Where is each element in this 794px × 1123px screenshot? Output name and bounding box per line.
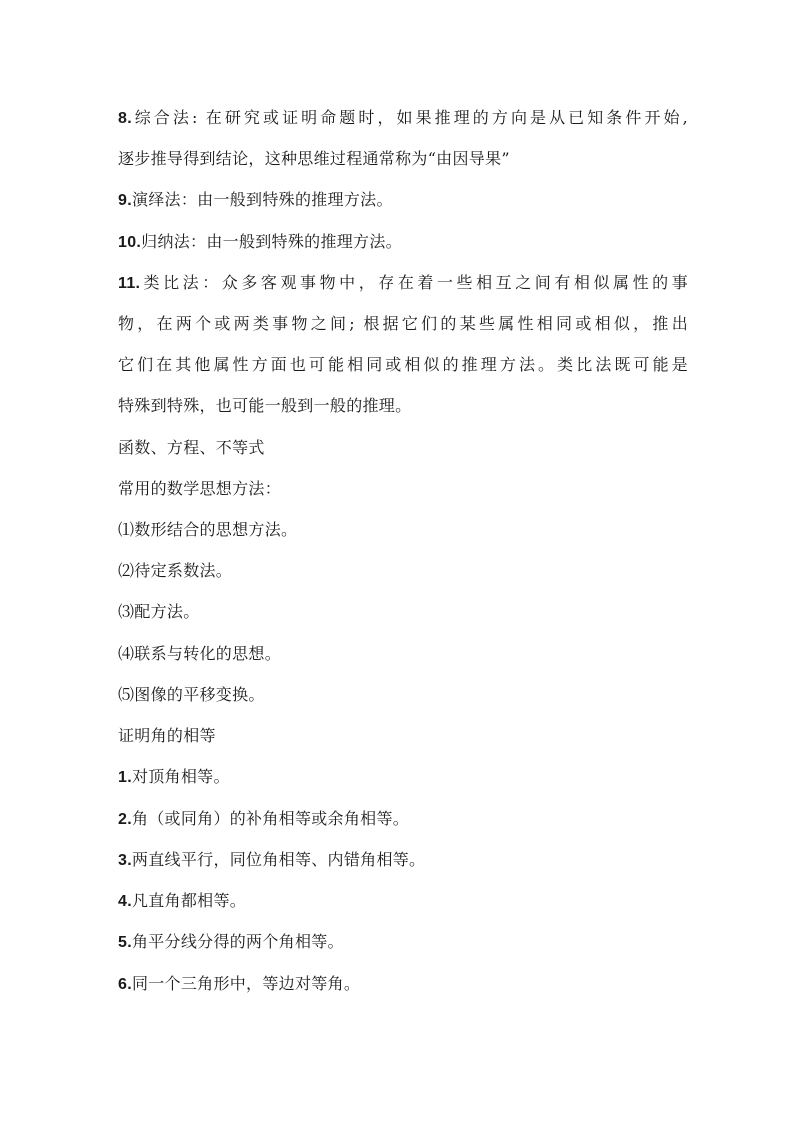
item-number: 9.: [118, 192, 132, 209]
paragraph-line: [118, 354, 688, 376]
line-text: ⑸图像的平移变换。: [118, 685, 265, 704]
line-text: 综合法: 在研究或证明命题时，如果推理的方向是从已知条件开始,: [131, 108, 688, 127]
paragraph-line: [118, 395, 688, 417]
line-text: 常用的数学思想方法：: [118, 479, 282, 498]
line-text: 凡直角都相等。: [131, 891, 247, 910]
line-text: 同一个三角形中，等边对等角。: [131, 974, 361, 993]
list-item: [118, 601, 688, 623]
item-number: 6.: [118, 976, 132, 993]
item-number: 11.: [118, 275, 141, 292]
line-text: 演绎法：由一般到特殊的推理方法。: [131, 190, 393, 209]
line-text: ⑶配方法。: [118, 602, 200, 621]
item-number: 10.: [118, 234, 142, 251]
line-text: 角平分线分得的两个角相等。: [131, 932, 344, 951]
paragraph-line: [118, 231, 688, 254]
item-number: 1.: [118, 769, 132, 786]
item-number: 3.: [118, 852, 132, 869]
line-text: 证明角的相等: [118, 726, 216, 745]
line-text: ⑵待定系数法。: [118, 561, 233, 580]
list-item: [118, 519, 688, 541]
line-text: ⑷联系与转化的思想。: [118, 644, 282, 663]
list-item: [118, 973, 688, 996]
line-text: 物，在两个或两类事物之间; 根据它们的某些属性相同或相似，推出: [118, 314, 688, 333]
paragraph-line: [118, 189, 688, 212]
list-item: [118, 931, 688, 954]
list-item: [118, 890, 688, 913]
item-number: 5.: [118, 934, 132, 951]
line-text: 归纳法：由一般到特殊的推理方法。: [141, 232, 402, 251]
line-text: 对顶角相等。: [131, 767, 230, 786]
list-item: [118, 849, 688, 872]
line-text: ⑴数形结合的思想方法。: [118, 520, 298, 539]
line-text: 它们在其他属性方面也可能相同或相似的推理方法。类比法既可能是: [118, 355, 688, 374]
line-text: 函数、方程、不等式: [118, 438, 265, 457]
section-heading: [118, 725, 688, 747]
line-text: 特殊到特殊，也可能一般到一般的推理。: [118, 396, 412, 415]
list-item: [118, 808, 688, 831]
section-heading: [118, 437, 688, 459]
section-subheading: [118, 478, 688, 500]
paragraph-line: [118, 313, 688, 335]
item-number: 2.: [118, 811, 132, 828]
list-item: [118, 643, 688, 665]
paragraph-line: [118, 107, 688, 130]
line-text: 类比法：众多客观事物中，存在着一些相互之间有相似属性的事: [140, 273, 688, 292]
paragraph-line: [118, 148, 688, 170]
paragraph-line: [118, 272, 688, 295]
list-item: [118, 684, 688, 706]
line-text: 两直线平行，同位角相等、内错角相等。: [131, 850, 426, 869]
list-item: [118, 560, 688, 582]
item-number: 8.: [118, 110, 132, 127]
line-text: 逐步推导得到结论，这种思维过程通常称为“由因导果”: [118, 149, 510, 168]
item-number: 4.: [118, 893, 132, 910]
list-item: [118, 766, 688, 789]
line-text: 角（或同角）的补角相等或余角相等。: [131, 809, 410, 828]
